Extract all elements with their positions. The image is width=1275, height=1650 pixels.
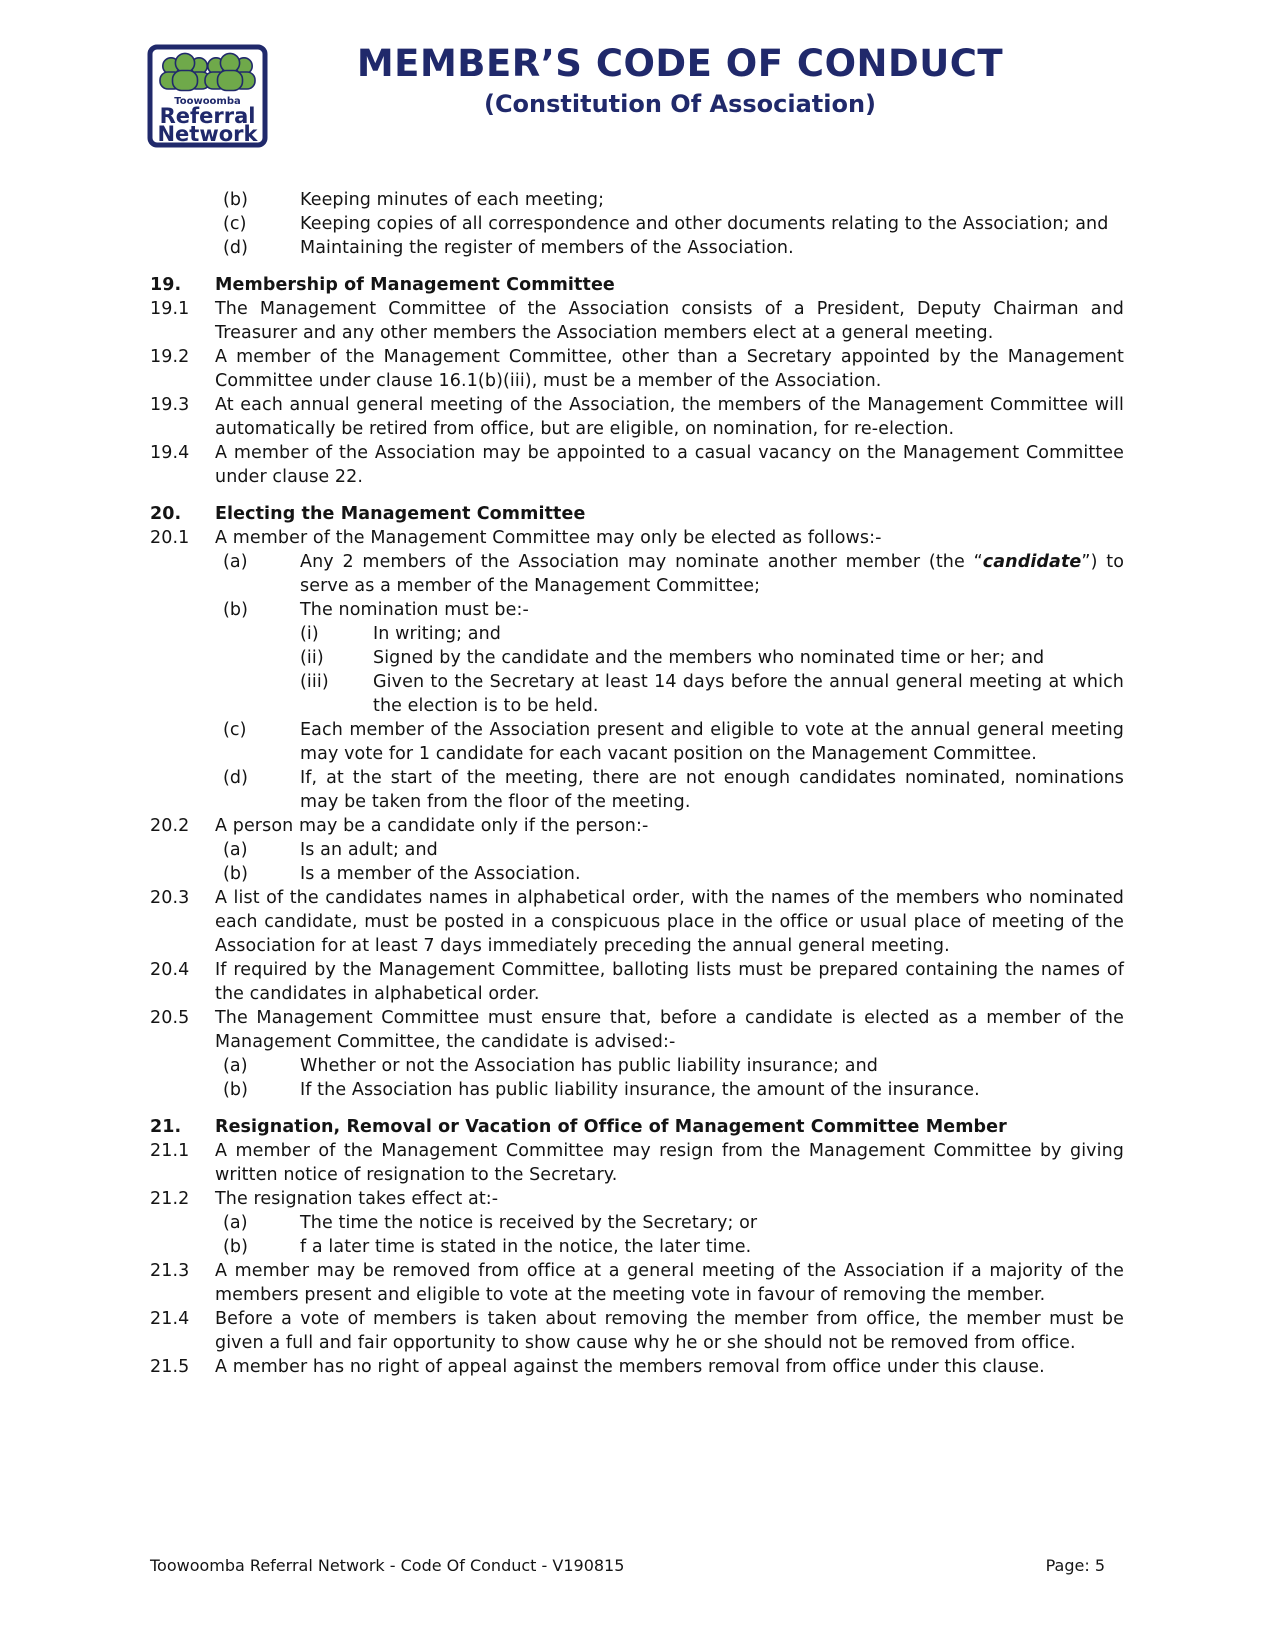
- sub-item: [215, 718, 1124, 766]
- text-segment: Any 2 members of the Association may nominate another member (the “: [300, 552, 983, 572]
- sub-item: [215, 838, 1124, 862]
- clause-row: [150, 526, 1124, 814]
- clause-text: A member of the Management Committee may only be elected as follows:-: [215, 528, 882, 548]
- list-marker: (d): [223, 238, 249, 258]
- list-item: [150, 188, 1124, 212]
- clause-text: A list of the candidates names in alphabetical order, with the names of the members who nominated each candidate, must be posted in a conspicuous place in the office or usual place of meeting of the Association for at least 7 days immediately preceding the annual general meeting.: [215, 888, 1124, 956]
- spacer: [150, 236, 215, 260]
- clause-number: 21.3: [150, 1261, 190, 1281]
- list-marker: (ii): [300, 648, 324, 668]
- list-marker: (a): [223, 1056, 248, 1076]
- sub-item-text: Is an adult; and: [300, 840, 438, 860]
- clause-row: [150, 958, 1124, 1006]
- sub-item-text: [300, 550, 1124, 598]
- clause-text: A member of the Association may be appointed to a casual vacancy on the Management Committee under clause 22.: [215, 443, 1124, 487]
- section-number: 20.: [150, 504, 182, 524]
- emphasized-term: candidate: [982, 552, 1082, 572]
- section-title: Electing the Management Committee: [215, 504, 586, 524]
- sub-item: [215, 598, 1124, 718]
- clause-row: [150, 1139, 1124, 1187]
- sub-item-text: If the Association has public liability insurance, the amount of the insurance.: [300, 1080, 980, 1100]
- sub-item-text: Is a member of the Association.: [300, 864, 581, 884]
- list-item-text: Maintaining the register of members of the Association.: [300, 238, 794, 258]
- clause-text: If required by the Management Committee, balloting lists must be prepared containing the names of the candidates in alphabetical order.: [215, 960, 1124, 1004]
- sub-item: [215, 550, 1124, 598]
- sub-item: [215, 1211, 1124, 1235]
- spacer: [150, 212, 215, 236]
- clause-number: 21.4: [150, 1309, 190, 1329]
- people-group-icon: [160, 53, 210, 90]
- section-number: 19.: [150, 275, 182, 295]
- document-title: MEMBER’S CODE OF CONDUCT: [356, 42, 1004, 85]
- sub-item: [215, 1054, 1124, 1078]
- list-marker: (c): [223, 214, 247, 234]
- clause-number: 20.1: [150, 528, 190, 548]
- clause-text: The resignation takes effect at:-: [215, 1189, 499, 1209]
- clause-row: [150, 814, 1124, 886]
- clause-row: [150, 345, 1124, 393]
- clause-row: [150, 886, 1124, 958]
- logo-name-line2: Network: [157, 122, 258, 146]
- list-marker: (d): [223, 768, 249, 788]
- referral-network-logo: [147, 44, 268, 148]
- document-body: [150, 188, 1124, 1379]
- title-block: [275, 40, 1085, 119]
- clause-text: A member of the Management Committee may resign from the Management Committee by giving written notice of resignation to the Secretary.: [215, 1141, 1124, 1185]
- sub-item: [215, 766, 1124, 814]
- list-marker: (a): [223, 1213, 248, 1233]
- sub-item-text: The nomination must be:-: [300, 600, 529, 620]
- clause-text: The Management Committee must ensure that, before a candidate is elected as a member of the Management Committee, the candidate is advised:-: [215, 1008, 1124, 1052]
- sub-item-text: f a later time is stated in the notice, the later time.: [300, 1237, 752, 1257]
- sub-item-text: The time the notice is received by the Secretary; or: [300, 1213, 758, 1233]
- list-item: [150, 212, 1124, 236]
- clause-text: The Management Committee of the Association consists of a President, Deputy Chairman and Treasurer and any other members the Association members elect at a general meeting.: [215, 299, 1124, 343]
- sub-sub-item-text: Signed by the candidate and the members who nominated time or her; and: [373, 648, 1045, 668]
- people-group-icon: [205, 53, 255, 90]
- sub-sub-item: [300, 646, 1124, 670]
- list-marker: (a): [223, 552, 248, 572]
- logo-name-line1: Referral: [159, 104, 256, 128]
- section-heading: [150, 1115, 1124, 1139]
- logo-town-label: Toowoomba: [174, 96, 241, 107]
- clause-row: [150, 1355, 1124, 1379]
- clause-number: 21.5: [150, 1357, 190, 1377]
- list-marker: (i): [300, 624, 319, 644]
- clause-text: A member of the Management Committee, other than a Secretary appointed by the Management Committee under clause 16.1(b)(iii), must be a member of the Association.: [215, 347, 1124, 391]
- list-marker: (iii): [300, 672, 329, 692]
- clause-row: [150, 1259, 1124, 1307]
- clause-row: [150, 1307, 1124, 1355]
- sub-item-text: Each member of the Association present and eligible to vote at the annual general meeting may vote for 1 candidate for each vacant position on the Management Committee.: [300, 720, 1124, 764]
- list-item-text: Keeping minutes of each meeting;: [300, 190, 605, 210]
- list-marker: (b): [223, 864, 249, 884]
- list-marker: (b): [223, 1080, 249, 1100]
- list-marker: (c): [223, 720, 247, 740]
- section-number: 21.: [150, 1117, 182, 1137]
- sub-item: [215, 1078, 1124, 1102]
- list-item: [150, 236, 1124, 260]
- section-title: Resignation, Removal or Vacation of Office of Management Committee Member: [215, 1117, 1007, 1137]
- list-marker: (a): [223, 840, 248, 860]
- clause-row: [150, 1006, 1124, 1102]
- sub-sub-item-text: Given to the Secretary at least 14 days before the annual general meeting at which the election is to be held.: [373, 672, 1124, 716]
- clause-number: 21.2: [150, 1189, 190, 1209]
- section-heading: [150, 502, 1124, 526]
- clause-number: 20.5: [150, 1008, 190, 1028]
- footer-doc-title: Toowoomba Referral Network - Code Of Conduct - V190815: [150, 1556, 625, 1575]
- clause-text: A person may be a candidate only if the person:-: [215, 816, 649, 836]
- footer-page-number: Page: 5: [1045, 1556, 1105, 1575]
- list-marker: (b): [223, 1237, 249, 1257]
- clause-number: 19.4: [150, 443, 190, 463]
- clause-text: A member has no right of appeal against the members removal from office under this clause.: [215, 1357, 1045, 1377]
- clause-number: 19.2: [150, 347, 190, 367]
- clause-number: 19.3: [150, 395, 190, 415]
- clause-row: [150, 1187, 1124, 1259]
- clause-number: 20.2: [150, 816, 190, 836]
- clause-row: [150, 393, 1124, 441]
- clause-text: Before a vote of members is taken about removing the member from office, the member must be given a full and fair opportunity to show cause why he or she should not be removed from office.: [215, 1309, 1124, 1353]
- clause-number: 20.3: [150, 888, 190, 908]
- text-segment: ”) to serve as a member of the Management Committee;: [300, 552, 1125, 596]
- list-marker: (b): [223, 190, 249, 210]
- clause-number: 20.4: [150, 960, 190, 980]
- sub-item-text: If, at the start of the meeting, there are not enough candidates nominated, nominations may be taken from the floor of the meeting.: [300, 768, 1124, 812]
- sub-sub-item-text: In writing; and: [373, 624, 501, 644]
- list-item-text: Keeping copies of all correspondence and other documents relating to the Association; and: [300, 214, 1109, 234]
- sub-item: [215, 1235, 1124, 1259]
- clause-row: [150, 297, 1124, 345]
- clause-number: 21.1: [150, 1141, 190, 1161]
- list-marker: (b): [223, 600, 249, 620]
- document-subtitle: (Constitution Of Association): [483, 90, 877, 118]
- section-title: Membership of Management Committee: [215, 275, 615, 295]
- sub-item: [215, 862, 1124, 886]
- spacer: [150, 188, 215, 212]
- footer: [150, 1556, 1105, 1576]
- clause-text: A member may be removed from office at a general meeting of the Association if a majority of the members present and eligible to vote at the meeting vote in favour of removing the member.: [215, 1261, 1124, 1305]
- sub-sub-item: [300, 670, 1124, 718]
- sub-item-text: Whether or not the Association has public liability insurance; and: [300, 1056, 878, 1076]
- clause-text: At each annual general meeting of the Association, the members of the Management Committee will automatically be retired from office, but are eligible, on nomination, for re-election.: [215, 395, 1124, 439]
- section-heading: [150, 273, 1124, 297]
- clause-number: 19.1: [150, 299, 190, 319]
- sub-sub-item: [300, 622, 1124, 646]
- clause-row: [150, 441, 1124, 489]
